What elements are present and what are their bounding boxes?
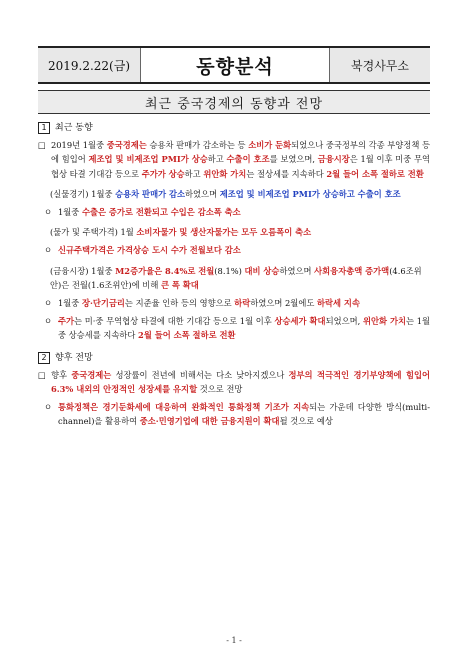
square-bullet-icon: □ — [38, 369, 46, 380]
office-name: 북경사무소 — [329, 48, 430, 82]
report-header — [38, 46, 430, 84]
section-number-box: 2 — [38, 352, 50, 364]
finance-paragraph: (금융시장) 1월중 M2증가율은 8.4%로 전월(8.1%) 대비 상승하였으며 사회융자총액 증가액(4.6조위안)은 전월(1.6조위안)에 비해 큰 폭 확대 — [50, 265, 422, 290]
document-title: 최근 중국경제의 동향과 전망 — [38, 90, 430, 114]
circle-bullet-icon: ㅇ — [44, 245, 53, 256]
section-1-heading — [38, 121, 430, 135]
outlook-paragraph: □ 향후 중국경제는 성장률이 전년에 비해서는 다소 낮아지겠으나 정부의 적극적인 경기부양책에 힘입어 6.3% 내외의 안정적인 성장세를 유지할 것으로 전망 — [38, 368, 430, 396]
circle-bullet-icon: ㅇ — [44, 207, 53, 218]
list-item: ㅇ 1월중 장·단기금리는 지준율 인하 등의 영향으로 하락하였으며 2월에도 하락세 지속 — [38, 296, 430, 310]
list-item: ㅇ 1월중 수출은 증가로 전환되고 수입은 감소폭 축소 — [38, 205, 430, 219]
report-date: 2019.2.22(금) — [38, 48, 141, 82]
list-item: ㅇ 주가는 미·중 무역협상 타결에 대한 기대감 등으로 1월 이후 상승세가 확대되었으며, 위안화 가치는 1월중 상승세를 지속하다 2월 들어 소폭 절하로 전환 — [38, 314, 430, 342]
section-title: 향후 전망 — [55, 352, 93, 363]
document-body — [38, 121, 430, 429]
circle-bullet-icon: ㅇ — [44, 316, 53, 327]
section-number-box: 1 — [38, 122, 50, 134]
report-type-title: 동향분석 — [196, 55, 274, 78]
circle-bullet-icon: ㅇ — [44, 402, 53, 413]
list-item: ㅇ 통화정책은 경기둔화세에 대응하여 완화적인 통화정책 기조가 지속되는 가운데 다양한 방식(multi-channel)을 활용하여 중소·민영기업에 대한 금융지원이 확대될 것으로 예상 — [38, 400, 430, 428]
summary-text: 2019년 1월중 중국경제는 승용차 판매가 감소하는 등 소비가 둔화되었으나 중국정부의 각종 부양정책 등에 힘입어 제조업 및 비제조업 PMI가 상승하고 수출이 호조를 보였으며, 금융시장은 1월 이후 미중 무역협상 타결 기대감 등으로 주가가 상승하고 위안화 가치는 절상세를 지속하다 2월 들어 소폭 절하로 전환 — [51, 140, 431, 179]
page-number: - 1 - — [226, 636, 242, 645]
circle-bullet-icon: ㅇ — [44, 298, 53, 309]
real-economy-paragraph: (실물경기) 1월중 승용차 판매가 감소하였으며 제조업 및 비제조업 PMI가 상승하고 수출이 호조 — [50, 188, 401, 199]
square-bullet-icon: □ — [38, 140, 46, 151]
section-title: 최근 동향 — [55, 123, 93, 133]
price-paragraph: (물가 및 주택가격) 1월 소비자물가 및 생산자물가는 모두 오름폭이 축소 — [50, 227, 312, 238]
section-2-heading — [38, 351, 430, 365]
summary-paragraph — [38, 138, 430, 181]
list-item: ㅇ 신규주택가격은 가격상승 도시 수가 전월보다 감소 — [38, 243, 430, 257]
